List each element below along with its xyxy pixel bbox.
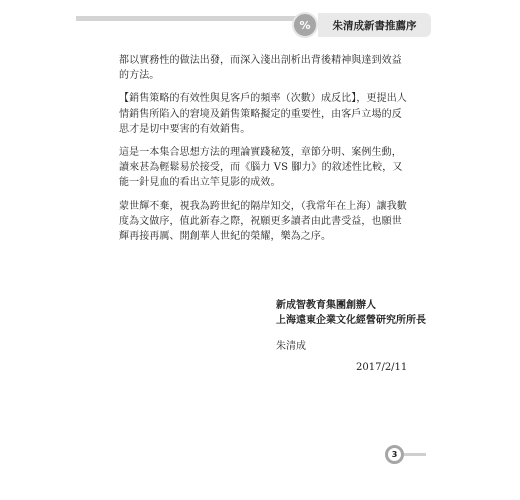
signature-block — [276, 298, 476, 354]
signature-date: 2017/2/11 — [356, 362, 408, 373]
paragraph-2: 【銷售策略的有效性與見客戶的頻率（次數）成反比】，更提出人情銷售所陷入的窘境及銷售策略擬定的重要性，由客戶立場的反思才是切中要害的有效銷售。 — [119, 93, 407, 135]
signature-name: 朱清成 — [276, 341, 306, 352]
percent-badge-icon: % — [292, 12, 318, 38]
signature-org-line-2: 上海遠東企業文化經營研究所所長 — [276, 315, 426, 326]
footer-rule — [404, 453, 426, 456]
header-rule — [76, 16, 299, 21]
paragraph-1: 都以實務性的做法出發，而深入淺出剖析出背後精神與達到效益的方法。 — [119, 55, 402, 82]
paragraph-4: 蒙世輝不棄，視我為跨世紀的隔岸知交，（我常年在上海）讓我數度為文做序，值此新春之際，祝願更多讀者由此書受益，也願世輝再接再厲、開創華人世紀的榮耀，樂為之序。 — [119, 200, 407, 243]
running-header — [318, 13, 431, 37]
body-text — [119, 53, 409, 252]
running-header-title: 朱清成新書推薦序 — [332, 19, 417, 32]
paragraph-3: 這是一本集合思想方法的理論實踐秘笈，章節分明、案例生動，讀來甚為輕鬆易於接受，而《腦力 VS 腳力》的敘述性比較，又能一針見血的看出立竿見影的成效。 — [119, 147, 403, 189]
signature-org-line-1: 新成智教育集團創辦人 — [276, 300, 376, 311]
page-number: 3 — [385, 445, 404, 464]
